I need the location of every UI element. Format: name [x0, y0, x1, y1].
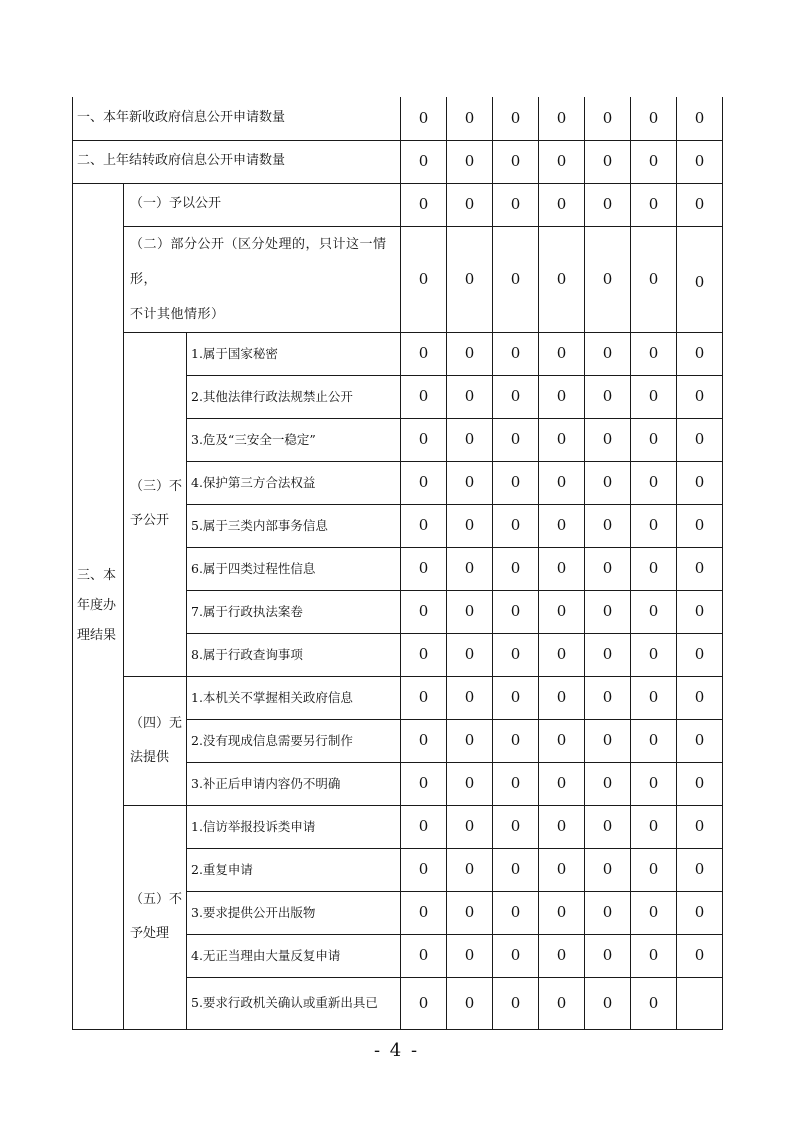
value-cell: 0: [401, 183, 447, 226]
value-cell: 0: [585, 934, 631, 977]
value-cell: 0: [447, 461, 493, 504]
value-cell: 0: [447, 676, 493, 719]
value-cell: 0: [585, 590, 631, 633]
value-cell: 0: [677, 848, 723, 891]
value-cell: 0: [539, 848, 585, 891]
value-cell: 0: [539, 891, 585, 934]
value-cell: 0: [493, 891, 539, 934]
value-cell: [677, 977, 723, 1029]
value-cell: 0: [447, 332, 493, 375]
value-cell: 0: [585, 977, 631, 1029]
value-cell: 0: [493, 332, 539, 375]
group-label-line: 法提供: [130, 749, 170, 765]
value-cell: 0: [493, 633, 539, 676]
value-cell: 0: [401, 805, 447, 848]
value-cell: 0: [677, 97, 723, 140]
value-cell: 0: [401, 547, 447, 590]
group-label-line: （四）无: [130, 715, 183, 731]
value-cell: 0: [401, 332, 447, 375]
value-cell: 0: [539, 590, 585, 633]
group-label-line: （五）不: [130, 892, 183, 908]
section-3-label-line: 年度办: [77, 598, 117, 614]
value-cell: 0: [585, 418, 631, 461]
page-number: - 4 -: [373, 1040, 420, 1061]
value-cell: 0: [447, 891, 493, 934]
value-cell: 0: [447, 848, 493, 891]
table-row: [73, 805, 723, 848]
value-cell: 0: [677, 183, 723, 226]
row-label: 2.其他法律行政法规禁止公开: [187, 375, 401, 418]
value-cell: 0: [493, 375, 539, 418]
value-cell: 0: [631, 676, 677, 719]
group-5-label: [124, 805, 187, 1029]
value-cell: 0: [677, 418, 723, 461]
value-cell: 0: [631, 140, 677, 183]
value-cell: 0: [539, 332, 585, 375]
row-label: 1.本机关不掌握相关政府信息: [187, 676, 401, 719]
section-3-label-line: 三、本: [77, 568, 117, 584]
value-cell: 0: [447, 226, 493, 332]
row-label: 1.信访举报投诉类申请: [187, 805, 401, 848]
value-cell: 0: [585, 461, 631, 504]
value-cell: 0: [631, 891, 677, 934]
value-cell: 0: [401, 934, 447, 977]
value-cell: 0: [585, 633, 631, 676]
value-cell: 0: [401, 461, 447, 504]
row-label: 2.没有现成信息需要另行制作: [187, 719, 401, 762]
value-cell: 0: [539, 934, 585, 977]
value-cell: 0: [585, 504, 631, 547]
value-cell: 0: [585, 676, 631, 719]
value-cell: 0: [539, 676, 585, 719]
value-cell: 0: [401, 719, 447, 762]
value-cell: 0: [401, 504, 447, 547]
value-cell: 0: [539, 633, 585, 676]
value-cell: 0: [585, 848, 631, 891]
value-cell: 0: [539, 418, 585, 461]
row-label: 6.属于四类过程性信息: [187, 547, 401, 590]
value-cell: 0: [447, 97, 493, 140]
value-cell: 0: [677, 805, 723, 848]
value-cell: 0: [631, 977, 677, 1029]
table-row: [73, 140, 723, 183]
table-row: [73, 226, 723, 332]
value-cell: 0: [631, 805, 677, 848]
value-cell: 0: [677, 140, 723, 183]
value-cell: 0: [447, 375, 493, 418]
value-cell: 0: [677, 719, 723, 762]
value-cell: 0: [539, 97, 585, 140]
value-cell: 0: [493, 934, 539, 977]
value-cell: 0: [401, 590, 447, 633]
value-cell: 0: [447, 633, 493, 676]
value-cell: 0: [539, 977, 585, 1029]
value-cell: 0: [539, 504, 585, 547]
value-cell: 0: [401, 140, 447, 183]
value-cell: 0: [401, 97, 447, 140]
value-cell: 0: [493, 183, 539, 226]
value-cell: 0: [677, 676, 723, 719]
value-cell: 0: [585, 226, 631, 332]
value-cell: 0: [677, 461, 723, 504]
value-cell: 0: [585, 183, 631, 226]
value-cell: 0: [631, 633, 677, 676]
row-label: 3.要求提供公开出版物: [187, 891, 401, 934]
value-cell: 0: [493, 226, 539, 332]
value-cell: 0: [401, 226, 447, 332]
value-cell: 0: [585, 719, 631, 762]
value-cell: 0: [585, 97, 631, 140]
row-label: 4.无正当理由大量反复申请: [187, 934, 401, 977]
table-row: [73, 97, 723, 140]
value-cell: 0: [401, 418, 447, 461]
group-label-line: 予公开: [130, 513, 170, 529]
value-cell: 0: [447, 183, 493, 226]
row-label: 1.属于国家秘密: [187, 332, 401, 375]
table-row: [73, 676, 723, 719]
value-cell: 0: [447, 418, 493, 461]
table-row: [73, 183, 723, 226]
value-cell: 0: [677, 590, 723, 633]
row-label: 2.重复申请: [187, 848, 401, 891]
value-cell: 0: [493, 762, 539, 805]
value-cell: 0: [539, 183, 585, 226]
value-cell: 0: [401, 891, 447, 934]
value-cell: 0: [585, 332, 631, 375]
value-cell: 0: [539, 226, 585, 332]
value-cell: 0: [493, 418, 539, 461]
value-cell: 0: [447, 590, 493, 633]
value-cell: 0: [631, 226, 677, 332]
value-cell: 0: [401, 848, 447, 891]
value-cell: 0: [539, 805, 585, 848]
row-label: 7.属于行政执法案卷: [187, 590, 401, 633]
value-cell: 0: [631, 547, 677, 590]
value-cell: 0: [447, 934, 493, 977]
value-cell: 0: [631, 183, 677, 226]
value-cell: 0: [585, 547, 631, 590]
group-3-label: [124, 332, 187, 676]
value-cell: 0: [493, 97, 539, 140]
value-cell: 0: [539, 140, 585, 183]
value-cell: 0: [401, 676, 447, 719]
value-cell: 0: [493, 140, 539, 183]
table-row: [73, 332, 723, 375]
value-cell: 0: [447, 719, 493, 762]
value-cell: 0: [631, 504, 677, 547]
group-label-line: 予处理: [130, 926, 170, 942]
value-cell: 0: [493, 547, 539, 590]
value-cell: 0: [493, 719, 539, 762]
value-cell: 0: [401, 977, 447, 1029]
row-label-line: 不计其他情形）: [130, 306, 225, 322]
group-4-label: [124, 676, 187, 805]
value-cell: 0: [493, 676, 539, 719]
value-cell: 0: [401, 762, 447, 805]
value-cell: 0: [585, 140, 631, 183]
row-label: 3.补正后申请内容仍不明确: [187, 762, 401, 805]
value-cell: 0: [539, 719, 585, 762]
section-3-label: [73, 183, 124, 1029]
value-cell: 0: [447, 805, 493, 848]
value-cell: 0: [447, 504, 493, 547]
row-label: 4.保护第三方合法权益: [187, 461, 401, 504]
value-cell: 0: [539, 375, 585, 418]
value-cell: 0: [493, 461, 539, 504]
value-cell: 0: [677, 226, 723, 332]
group-label-line: （三）不: [130, 479, 183, 495]
value-cell: 0: [493, 805, 539, 848]
row-label-partially-disclosed: [124, 226, 401, 332]
value-cell: 0: [631, 762, 677, 805]
value-cell: 0: [677, 934, 723, 977]
value-cell: 0: [677, 375, 723, 418]
disclosure-stats-table: [72, 97, 723, 1030]
value-cell: 0: [539, 762, 585, 805]
value-cell: 0: [585, 762, 631, 805]
value-cell: 0: [677, 762, 723, 805]
value-cell: 0: [677, 633, 723, 676]
section-3-label-line: 理结果: [77, 628, 117, 644]
value-cell: 0: [631, 848, 677, 891]
value-cell: 0: [447, 547, 493, 590]
value-cell: 0: [493, 977, 539, 1029]
row-label-carried-over: 二、上年结转政府信息公开申请数量: [73, 140, 401, 183]
value-cell: 0: [539, 547, 585, 590]
value-cell: 0: [677, 504, 723, 547]
row-label-disclosed: （一）予以公开: [124, 183, 401, 226]
value-cell: 0: [585, 375, 631, 418]
row-label-new-requests: 一、本年新收政府信息公开申请数量: [73, 97, 401, 140]
value-cell: 0: [447, 140, 493, 183]
value-cell: 0: [677, 891, 723, 934]
row-label-line: （二）部分公开（区分处理的，只计这一情形，: [130, 236, 387, 287]
value-cell: 0: [631, 719, 677, 762]
row-label: 5.属于三类内部事务信息: [187, 504, 401, 547]
value-cell: 0: [677, 332, 723, 375]
value-cell: 0: [447, 762, 493, 805]
value-cell: 0: [631, 97, 677, 140]
value-cell: 0: [493, 504, 539, 547]
value-cell: 0: [631, 461, 677, 504]
value-cell: 0: [493, 590, 539, 633]
row-label: 5.要求行政机关确认或重新出具已: [187, 977, 401, 1029]
value-cell: 0: [585, 891, 631, 934]
value-cell: 0: [631, 418, 677, 461]
value-cell: 0: [631, 590, 677, 633]
value-cell: 0: [493, 848, 539, 891]
value-cell: 0: [677, 547, 723, 590]
row-label: 8.属于行政查询事项: [187, 633, 401, 676]
table-body: [73, 97, 723, 1029]
value-cell: 0: [631, 375, 677, 418]
value-cell: 0: [401, 375, 447, 418]
value-cell: 0: [401, 633, 447, 676]
value-cell: 0: [447, 977, 493, 1029]
value-cell: 0: [631, 332, 677, 375]
value-cell: 0: [585, 805, 631, 848]
value-cell: 0: [631, 934, 677, 977]
value-cell: 0: [539, 461, 585, 504]
row-label: 3.危及“三安全一稳定”: [187, 418, 401, 461]
